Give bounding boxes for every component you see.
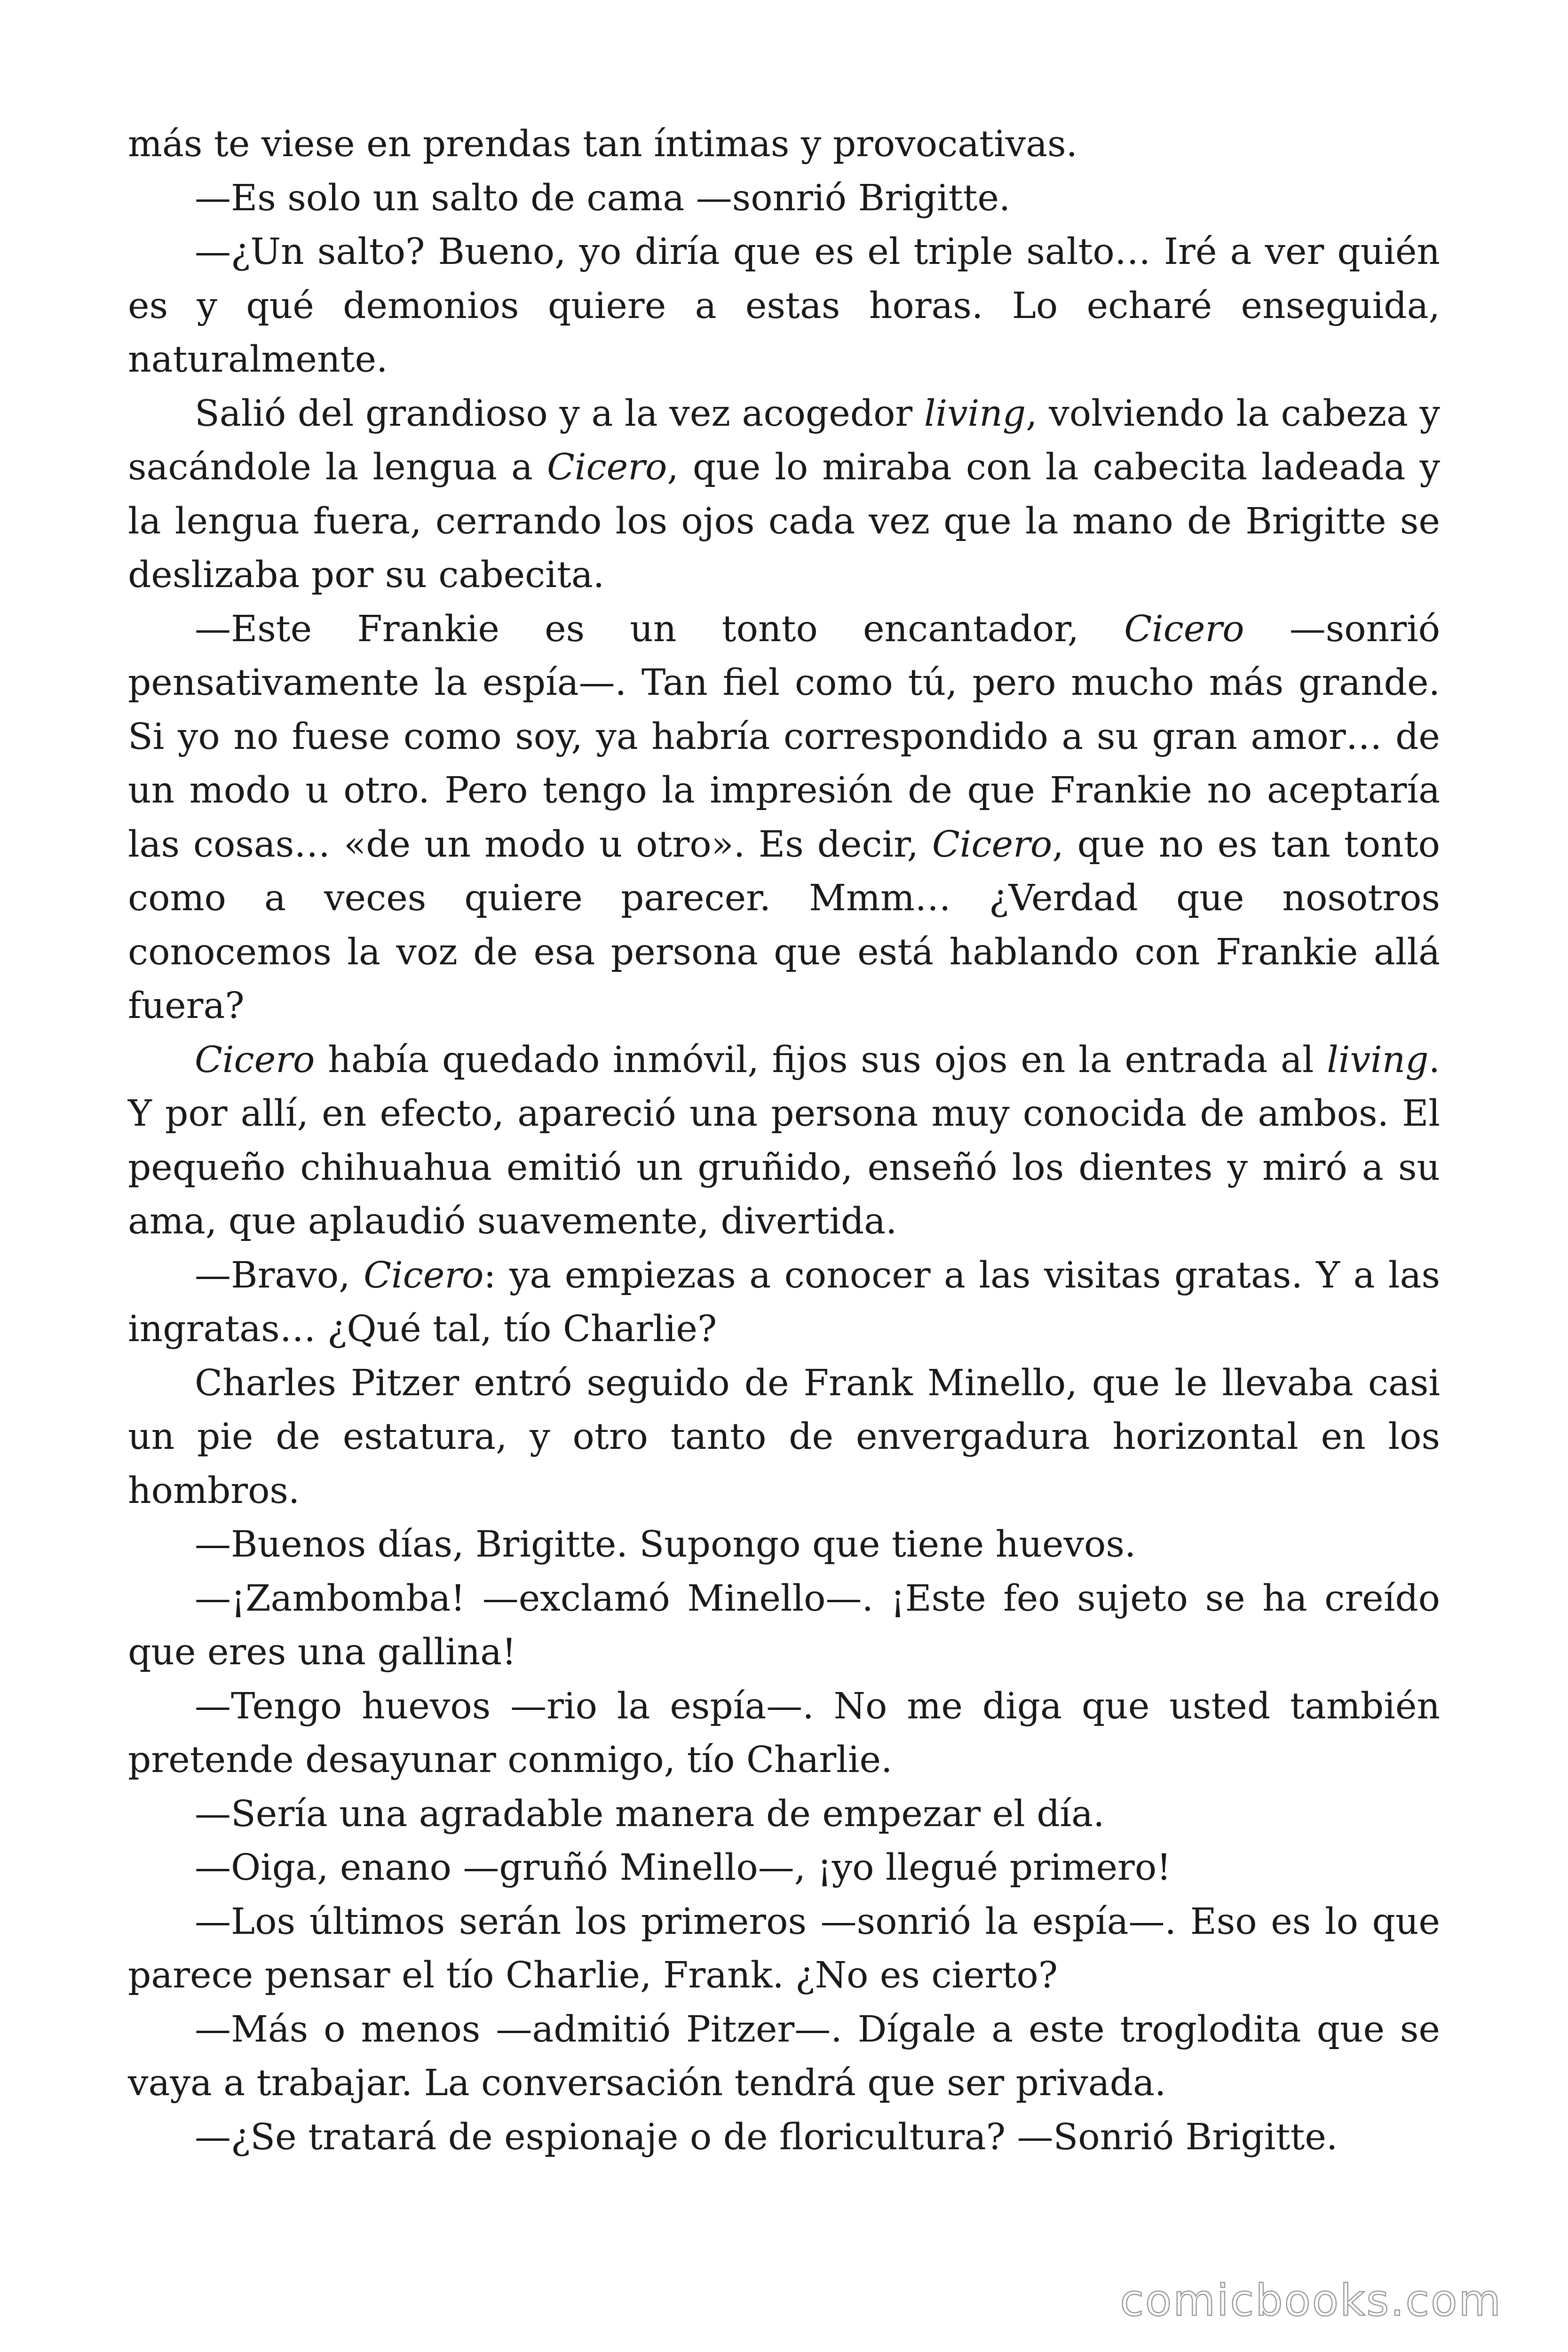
paragraph [128, 1788, 1440, 1842]
italic-text: Cicero [195, 1039, 315, 1081]
text-run: más te viese en prendas tan íntimas y provocativas. [128, 123, 1078, 165]
italic-text: Cicero [364, 1254, 484, 1296]
paragraph [128, 225, 1440, 387]
paragraph [128, 1033, 1440, 1249]
text-run: —Es solo un salto de cama —sonrió Brigitte. [195, 177, 1011, 219]
italic-text: living [1327, 1039, 1429, 1081]
paragraph [128, 1249, 1440, 1357]
text-run: , volviendo la cabeza y sacándole la lengua a [128, 392, 1441, 488]
paragraph [128, 1895, 1440, 2003]
italic-text: Cicero [932, 823, 1053, 866]
text-run: —Más o menos —admitió Pitzer—. Dígale a este troglodita que se vaya a trabajar. La conversación tendrá que ser privada. [128, 2008, 1440, 2104]
text-run: Salió del grandioso y a la vez acogedor [195, 392, 924, 435]
text-run: —Bravo, [195, 1254, 364, 1296]
text-run: —Este Frankie es un tonto encantador, [195, 608, 1125, 650]
text-run: —Buenos días, Brigitte. Supongo que tiene huevos. [195, 1524, 1136, 1565]
paragraph [128, 2111, 1440, 2165]
paragraph [128, 172, 1440, 226]
text-run: . Y por allí, en efecto, apareció una persona muy conocida de ambos. El pequeño chihuahua emitió un gruñido, enseñó los dientes y miró a su ama, que aplaudió suavemente, divertida. [128, 1039, 1440, 1242]
paragraph [128, 1518, 1440, 1572]
italic-text: Cicero [1124, 608, 1244, 650]
paragraph [128, 2003, 1440, 2111]
text-run: había quedado inmóvil, fijos sus ojos en la entrada al [315, 1039, 1327, 1081]
italic-text: living [924, 392, 1026, 435]
text-run: —sonrió pensativamente la espía—. Tan fiel como tú, pero mucho más grande. Si yo no fuese como soy, ya habría correspondido a su gran amor… de un modo u otro. Pero tengo la impresión de que Frankie no aceptaría las cosas… «de un modo u otro». Es decir, [128, 608, 1441, 866]
watermark: comicbooks.com [1120, 2275, 1502, 2326]
paragraph [128, 387, 1440, 603]
paragraph [128, 1680, 1440, 1788]
text-run: —Oiga, enano —gruñó Minello—, ¡yo llegué primero! [195, 1847, 1172, 1889]
paragraph [128, 1357, 1440, 1518]
text-run: —Los últimos serán los primeros —sonrió la espía—. Eso es lo que parece pensar el tío Charlie, Frank. ¿No es cierto? [128, 1900, 1440, 1996]
text-run: —¿Se tratará de espionaje o de floricultura? —Sonrió Brigitte. [195, 2116, 1338, 2158]
paragraph [128, 118, 1440, 172]
paragraph [128, 1572, 1440, 1680]
text-run: Charles Pitzer entró seguido de Frank Minello, que le llevaba casi un pie de estatura, y otro tanto de envergadura horizontal en los hombros. [128, 1362, 1440, 1512]
text-run: —¡Zambomba! —exclamó Minello—. ¡Este feo sujeto se ha creído que eres una gallina! [128, 1577, 1440, 1673]
text-run: : ya empiezas a conocer a las visitas gratas. Y a las ingratas… ¿Qué tal, tío Charlie? [128, 1254, 1440, 1350]
paragraph [128, 603, 1440, 1033]
text-run: , que no es tan tonto como a veces quiere parecer. Mmm… ¿Verdad que nosotros conocemos la voz de esa persona que está hablando con Frankie allá fuera? [128, 823, 1440, 1027]
text-run: , que lo miraba con la cabecita ladeada y la lengua fuera, cerrando los ojos cada vez que la mano de Brigitte se deslizaba por su cabecita. [128, 446, 1440, 596]
text-run: —Tengo huevos —rio la espía—. No me diga que usted también pretende desayunar conmigo, tío Charlie. [128, 1685, 1440, 1781]
paragraph [128, 1841, 1440, 1895]
text-run: —Sería una agradable manera de empezar el día. [195, 1793, 1105, 1835]
book-page-text [128, 118, 1440, 2164]
text-run: —¿Un salto? Bueno, yo diría que es el triple salto… Iré a ver quién es y qué demonios quiere a estas horas. Lo echaré enseguida, naturalmente. [128, 231, 1440, 381]
italic-text: Cicero [546, 446, 667, 488]
